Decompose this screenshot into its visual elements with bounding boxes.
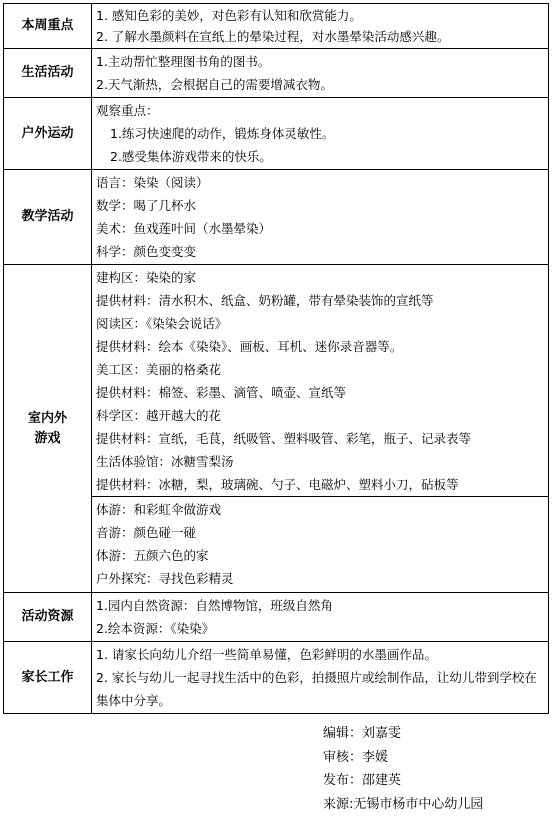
table-row-resources: [4, 593, 549, 642]
list-item: 2.感受集体游戏带来的快乐。: [110, 149, 272, 164]
row-label-text: 本周重点: [21, 18, 74, 33]
table-row-focus: [4, 4, 549, 49]
list-item: 1.练习快速爬的动作，锻炼身体灵敏性。: [110, 126, 335, 141]
weekly-plan-table: [3, 3, 549, 714]
list-item: 1.主动帮忙整理图书角的图书。: [96, 54, 271, 69]
row-label-focus: [4, 4, 92, 49]
list-item: 2.天气渐热，会根据自己的需要增减衣物。: [96, 77, 333, 92]
row-content-outdoor: [92, 98, 549, 170]
table-row-outdoor: [4, 98, 549, 170]
table-row-teaching: [4, 170, 549, 265]
list-item: 语言：染染（阅读）: [96, 175, 209, 190]
list-item: 音游：颜色碰一碰: [96, 525, 197, 540]
row-content-games: [92, 265, 549, 593]
list-item: 2. 家长与幼儿一起寻找生活中的色彩，拍摄照片或绘制作品，让幼儿带到学校在集体中分享。: [96, 670, 537, 708]
list-item: 科学：颜色变变变: [96, 244, 197, 259]
list-item: 2. 了解水墨颜料在宣纸上的晕染过程，对水墨晕染活动感兴趣。: [96, 29, 450, 44]
row-label-teaching: [4, 170, 92, 265]
list-item: 1. 请家长向幼儿介绍一些简单易懂，色彩鲜明的水墨画作品。: [96, 647, 437, 662]
list-item: 1.园内自然资源：自然博物馆，班级自然角: [96, 598, 333, 613]
table-row-games: [4, 265, 549, 593]
list-item: 提供材料：冰糖，梨，玻璃碗、勺子、电磁炉、塑料小刀，砧板等: [96, 477, 459, 492]
editor-credit: 编辑：刘嘉雯: [323, 726, 402, 741]
row-label-text: 户外运动: [21, 125, 74, 141]
row-label-resources: [4, 593, 92, 642]
row-content-teaching: [92, 170, 549, 265]
source-credit: 来源:无锡市杨市中心幼儿园: [323, 796, 484, 812]
row-label-outdoor: [4, 98, 92, 170]
list-item: 美工区：美丽的格桑花: [96, 362, 222, 377]
row-label-text: 生活活动: [21, 65, 74, 80]
list-item: 体游：五颜六色的家: [96, 548, 209, 563]
publisher-credit: 发布：邵建英: [323, 773, 402, 788]
list-item: 提供材料：棉签、彩墨、滴管、喷壶、宣纸等: [96, 385, 347, 400]
table-row-life: [4, 49, 549, 98]
list-item: 户外探究：寻找色彩精灵: [96, 571, 234, 586]
row-label-games: [4, 265, 92, 593]
list-item: 阅读区：《染染会说话》: [96, 316, 228, 331]
list-item: 提供材料：宣纸，毛茛，纸吸管、塑料吸管、彩笔，瓶子、记录表等: [96, 431, 472, 446]
list-item: 1. 感知色彩的美妙，对色彩有认知和欣赏能力。: [96, 8, 362, 23]
reviewer-credit: 审核：李媛: [323, 749, 389, 765]
list-item: 生活体验馆：冰糖雪梨汤: [96, 454, 234, 469]
row-label-text: 室内外: [27, 410, 67, 426]
row-content-parents: [92, 642, 549, 714]
row-content-focus: [92, 4, 549, 49]
list-item: 体游：和彩虹伞做游戏: [96, 502, 222, 517]
games-subsection: [92, 496, 548, 591]
row-content-life: [92, 49, 549, 98]
row-label-parents: [4, 642, 92, 714]
list-item: 美术：鱼戏莲叶间（水墨晕染）: [96, 221, 272, 236]
row-label-text: 教学活动: [21, 209, 74, 224]
row-content-resources: [92, 593, 549, 642]
list-item: 2.绘本资源：《染染》: [96, 621, 215, 636]
list-item: 科学区：越开越大的花: [96, 408, 222, 423]
table-row-parents: [4, 642, 549, 714]
row-label-text: 家长工作: [21, 669, 74, 685]
row-label-text: 活动资源: [21, 609, 74, 624]
list-item: 建构区：染染的家: [96, 270, 197, 285]
credits-block: [323, 722, 483, 816]
list-item: 提供材料：绘本《染染》、画板、耳机、迷你录音器等。: [96, 339, 403, 354]
list-item: 提供材料：清水积木、纸盒、奶粉罐，带有晕染装饰的宣纸等: [96, 293, 434, 308]
row-label-text: 游戏: [34, 430, 61, 446]
list-item: 数学：喝了几杯水: [96, 198, 197, 213]
row-label-life: [4, 49, 92, 98]
list-item: 观察重点：: [96, 103, 159, 118]
